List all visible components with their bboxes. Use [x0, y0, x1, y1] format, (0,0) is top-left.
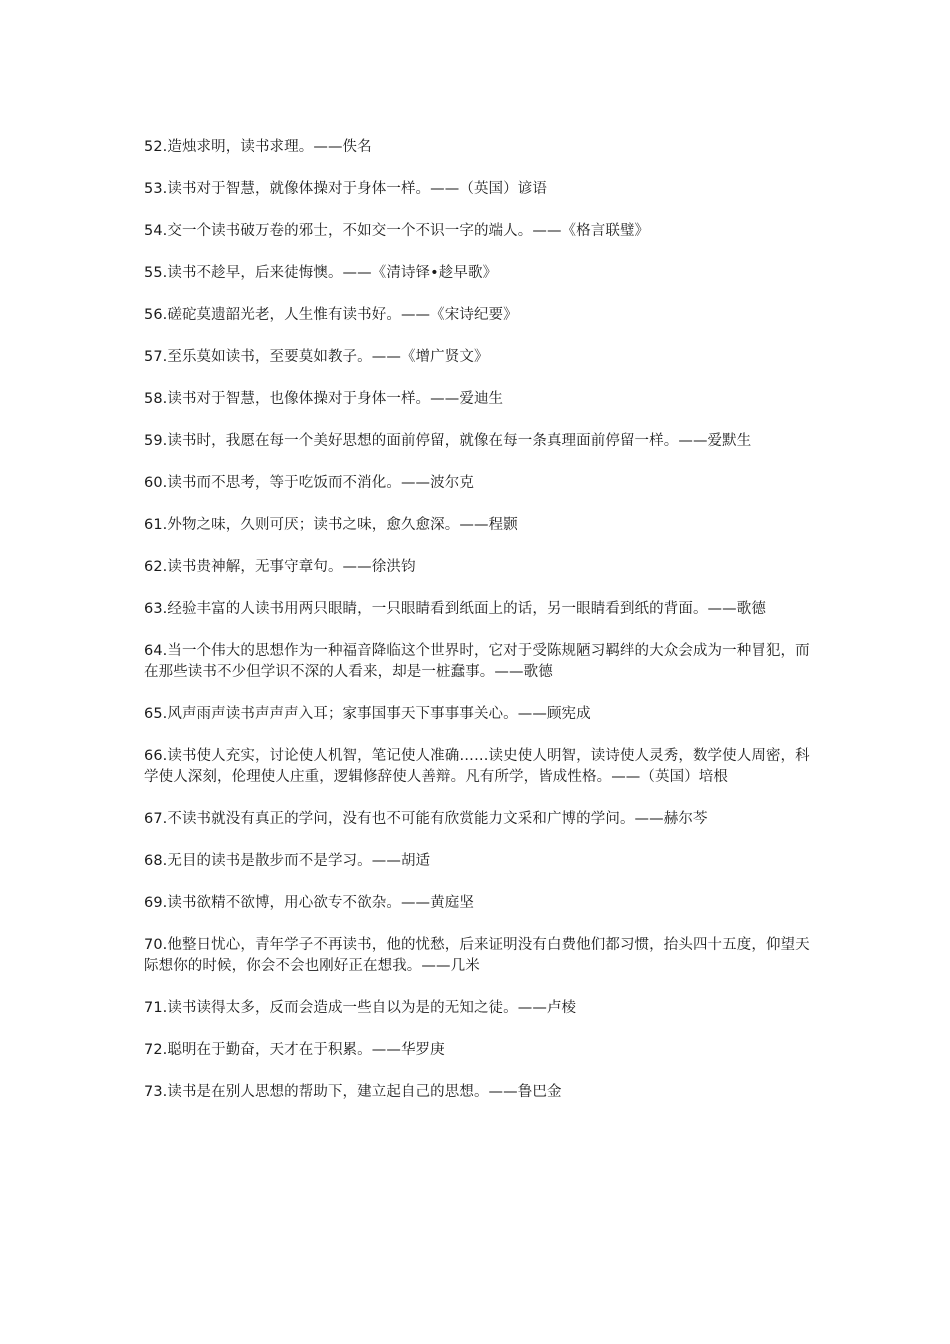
quote-item: 58.读书对于智慧，也像体操对于身体一样。——爱迪生 [144, 391, 504, 407]
quote-item: 52.造烛求明，读书求理。——佚名 [144, 139, 372, 155]
quote-item: 65.风声雨声读书声声声入耳；家事国事天下事事事关心。——顾宪成 [144, 706, 591, 722]
quote-item: 53.读书对于智慧，就像体操对于身体一样。——（英国）谚语 [144, 181, 547, 197]
quote-item: 68.无目的读书是散步而不是学习。——胡适 [144, 853, 431, 869]
quote-item: 66.读书使人充实，讨论使人机智，笔记使人准确……读史使人明智，读诗使人灵秀，数学使人周密，科学使人深刻，伦理使人庄重，逻辑修辞使人善辩。凡有所学，皆成性格。——（英国）培根 [144, 748, 810, 785]
quote-item: 73.读书是在别人思想的帮助下，建立起自己的思想。——鲁巴金 [144, 1084, 562, 1100]
quote-item: 57.至乐莫如读书，至要莫如教子。——《增广贤文》 [144, 349, 489, 365]
quote-item: 59.读书时，我愿在每一个美好思想的面前停留，就像在每一条真理面前停留一样。——爱默生 [144, 433, 752, 449]
quote-item: 62.读书贵神解，无事守章句。——徐洪钧 [144, 559, 416, 575]
quote-item: 54.交一个读书破万卷的邪士，不如交一个不识一字的端人。——《格言联璧》 [144, 223, 650, 239]
quote-item: 61.外物之味，久则可厌；读书之味，愈久愈深。——程颢 [144, 517, 518, 533]
quote-item: 70.他整日忧心，青年学子不再读书，他的忧愁，后来证明没有白费他们都习惯，抬头四十五度，仰望天际想你的时候，你会不会也刚好正在想我。——几米 [144, 937, 810, 974]
quote-item: 63.经验丰富的人读书用两只眼睛，一只眼睛看到纸面上的话，另一眼睛看到纸的背面。——歌德 [144, 601, 766, 617]
quote-item: 67.不读书就没有真正的学问，没有也不可能有欣赏能力文采和广博的学问。——赫尔芩 [144, 811, 708, 827]
quote-item: 71.读书读得太多，反而会造成一些自以为是的无知之徒。——卢棱 [144, 1000, 577, 1016]
quote-item: 56.磋砣莫遗韶光老，人生惟有读书好。——《宋诗纪要》 [144, 307, 518, 323]
quote-item: 64.当一个伟大的思想作为一种福音降临这个世界时，它对于受陈规陋习羁绊的大众会成为一种冒犯，而在那些读书不少但学识不深的人看来，却是一桩蠢事。——歌德 [144, 643, 810, 680]
quote-item: 60.读书而不思考，等于吃饭而不消化。——波尔克 [144, 475, 474, 491]
quote-item: 55.读书不趁早，后来徒悔懊。——《清诗铎•趁早歌》 [144, 265, 498, 281]
quote-item: 69.读书欲精不欲博，用心欲专不欲杂。——黄庭坚 [144, 895, 474, 911]
quote-item: 72.聪明在于勤奋，天才在于积累。——华罗庚 [144, 1042, 445, 1058]
quote-list [144, 137, 814, 1124]
